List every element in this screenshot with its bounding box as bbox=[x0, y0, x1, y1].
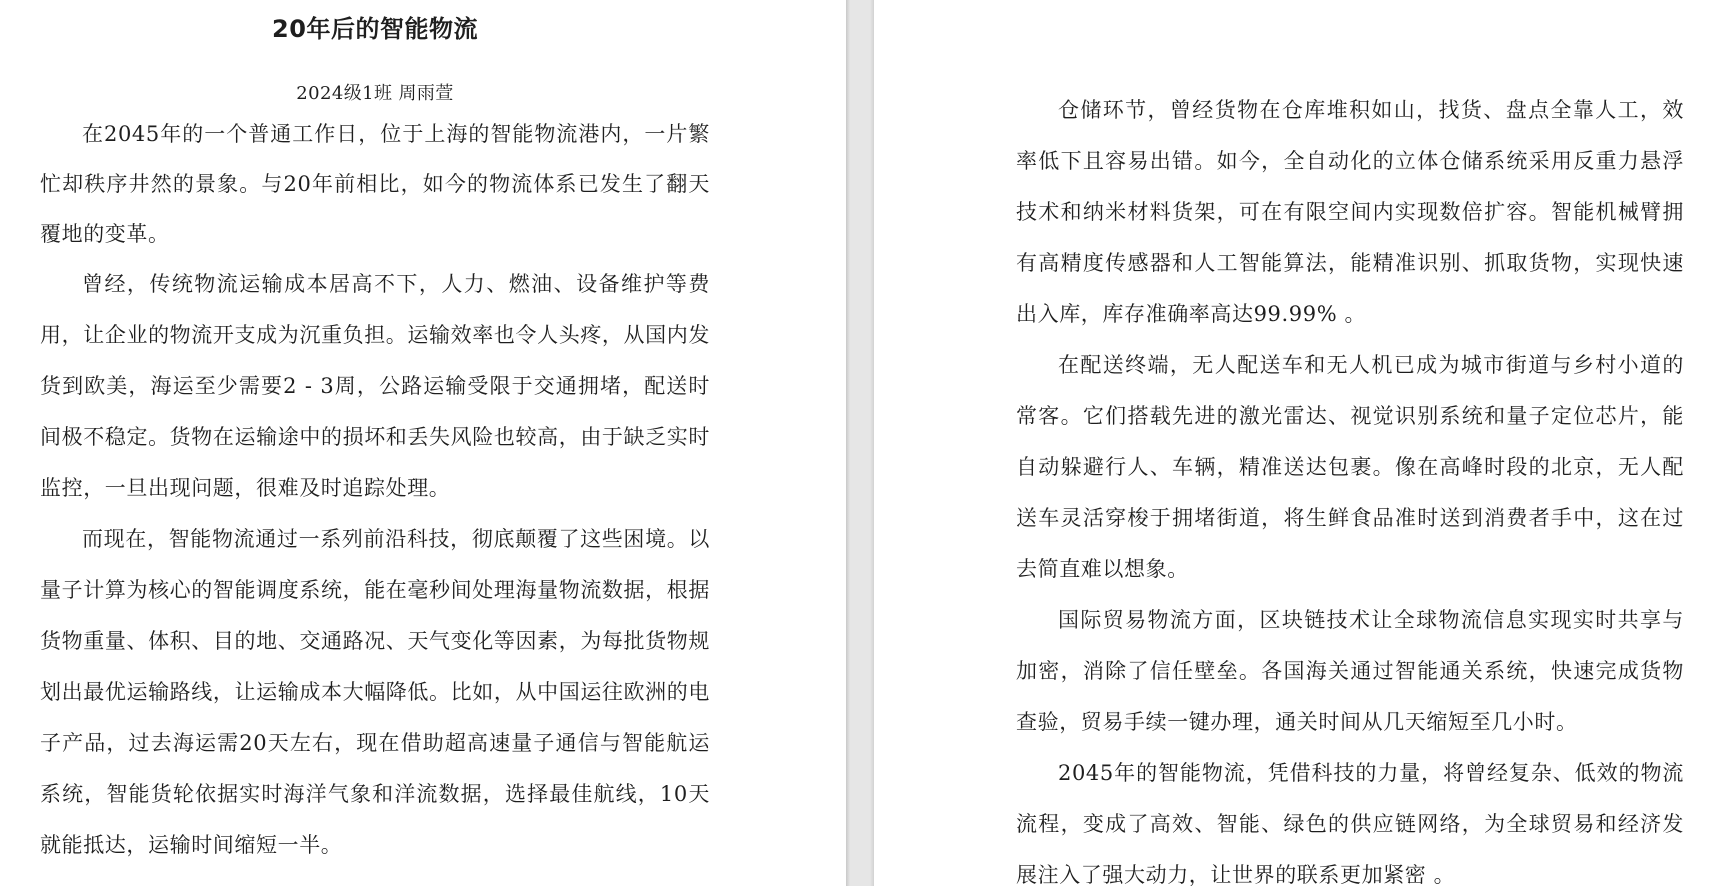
page-gap bbox=[846, 0, 874, 886]
page-left-content bbox=[40, 0, 710, 871]
paragraph: 曾经，传统物流运输成本居高不下，人力、燃油、设备维护等费用，让企业的物流开支成为沉重负担。运输效率也令人头疼，从国内发货到欧美，海运至少需要2 - 3周，公路运输受限于交通拥堵，配送时间极不稳定。货物在运输途中的损坏和丢失风险也较高，由于缺乏实时监控，一旦出现问题，很难及时追踪处理。 bbox=[40, 272, 710, 500]
page-left bbox=[0, 0, 846, 886]
paragraph: 在配送终端，无人配送车和无人机已成为城市街道与乡村小道的常客。它们搭载先进的激光雷达、视觉识别系统和量子定位芯片，能自动躲避行人、车辆，精准送达包裹。像在高峰时段的北京，无人配送车灵活穿梭于拥堵街道，将生鲜食品准时送到消费者手中，这在过去简直难以想象。 bbox=[1016, 353, 1684, 581]
paragraph: 国际贸易物流方面，区块链技术让全球物流信息实现实时共享与加密，消除了信任壁垒。各国海关通过智能通关系统，快速完成货物查验，贸易手续一键办理，通关时间从几天缩短至几小时。 bbox=[1016, 608, 1684, 734]
paragraph: 而现在，智能物流通过一系列前沿科技，彻底颠覆了这些困境。以量子计算为核心的智能调度系统，能在毫秒间处理海量物流数据，根据货物重量、体积、目的地、交通路况、天气变化等因素，为每批货物规划出最优运输路线，让运输成本大幅降低。比如，从中国运往欧洲的电子产品，过去海运需20天左右，现在借助超高速量子通信与智能航运系统，智能货轮依据实时海洋气象和洋流数据，选择最佳航线，10天就能抵达，运输时间缩短一半。 bbox=[40, 527, 710, 857]
paragraph: 2045年的智能物流，凭借科技的力量，将曾经复杂、低效的物流流程，变成了高效、智能、绿色的供应链网络，为全球贸易和经济发展注入了强大动力，让世界的联系更加紧密 。 bbox=[1016, 761, 1684, 886]
page-right bbox=[874, 0, 1721, 886]
page-shadow-left bbox=[846, 0, 850, 886]
paragraph: 在2045年的一个普通工作日，位于上海的智能物流港内，一片繁忙却秩序井然的景象。与20年前相比，如今的物流体系已发生了翻天覆地的变革。 bbox=[40, 122, 710, 246]
author-byline: 2024级1班 周雨萱 bbox=[296, 83, 454, 104]
page-right-content bbox=[1016, 85, 1684, 886]
paragraph: 仓储环节，曾经货物在仓库堆积如山，找货、盘点全靠人工，效率低下且容易出错。如今，全自动化的立体仓储系统采用反重力悬浮技术和纳米材料货架，可在有限空间内实现数倍扩容。智能机械臂拥有高精度传感器和人工智能算法，能精准识别、抓取货物，实现快速出入库，库存准确率高达99.99% 。 bbox=[1016, 98, 1684, 326]
document-title: 20年后的智能物流 bbox=[272, 15, 478, 43]
